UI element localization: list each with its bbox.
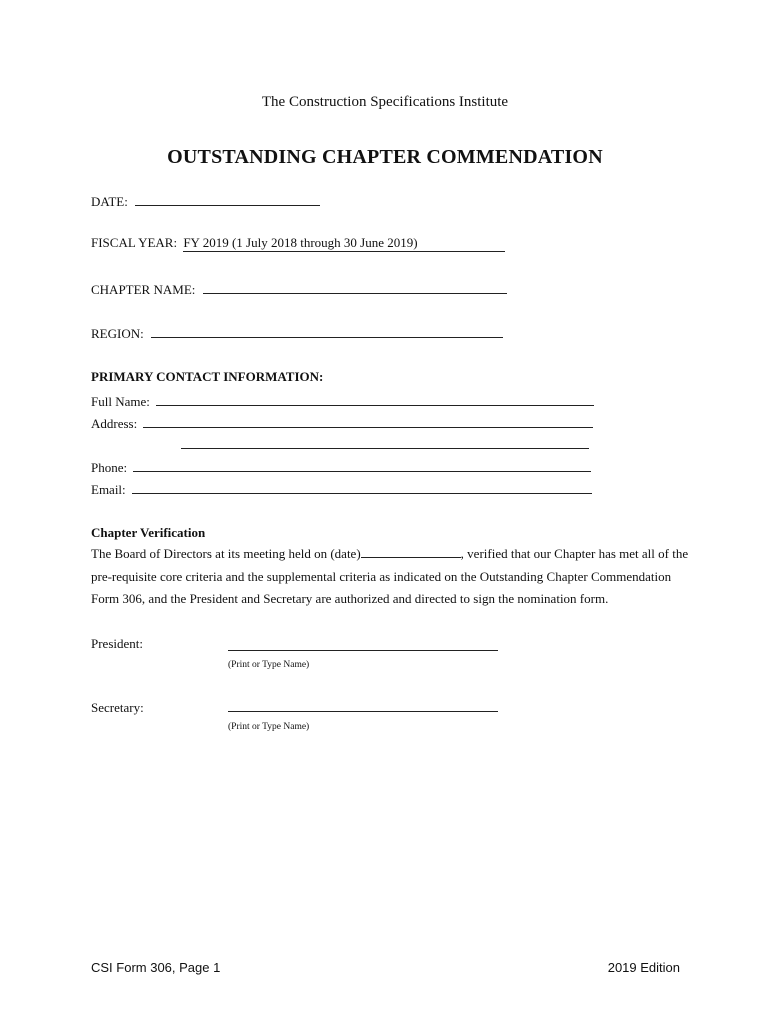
phone-field[interactable] bbox=[133, 458, 591, 472]
verification-line-2: pre-requisite core criteria and the supplemental criteria as indicated on the Outstanding Chapter Commendation bbox=[91, 568, 672, 584]
verification-heading: Chapter Verification bbox=[91, 525, 206, 540]
email-label: Email: bbox=[91, 482, 126, 497]
secretary-name-field[interactable] bbox=[228, 711, 498, 712]
email-field[interactable] bbox=[132, 480, 592, 494]
contact-heading: PRIMARY CONTACT INFORMATION: bbox=[91, 369, 324, 384]
secretary-label: Secretary: bbox=[91, 700, 144, 715]
president-print-hint: (Print or Type Name) bbox=[228, 660, 310, 670]
chapter-name-row bbox=[91, 280, 507, 298]
address-row bbox=[91, 414, 593, 432]
email-row bbox=[91, 480, 592, 498]
region-label: REGION: bbox=[91, 326, 144, 341]
chapter-name-label: CHAPTER NAME: bbox=[91, 282, 196, 297]
full-name-label: Full Name: bbox=[91, 394, 150, 409]
footer-edition: 2019 Edition bbox=[607, 960, 680, 975]
date-label: DATE: bbox=[91, 194, 128, 209]
fiscal-year-value: FY 2019 (1 July 2018 through 30 June 2019) bbox=[183, 235, 418, 250]
date-field[interactable] bbox=[135, 192, 320, 206]
date-row bbox=[91, 192, 320, 210]
secretary-print-hint: (Print or Type Name) bbox=[228, 722, 310, 732]
president-name-field[interactable] bbox=[228, 650, 498, 651]
phone-label: Phone: bbox=[91, 460, 128, 475]
verification-line-1 bbox=[91, 543, 691, 566]
meeting-date-field[interactable] bbox=[361, 544, 461, 558]
verification-line-3: Form 306, and the President and Secretary are authorized and directed to sign the nomination form. bbox=[91, 591, 609, 606]
verification-text-a: The Board of Directors at its meeting held on (date) bbox=[91, 546, 361, 561]
form-title: OUTSTANDING CHAPTER COMMENDATION bbox=[167, 146, 603, 168]
chapter-name-field[interactable] bbox=[203, 280, 507, 294]
president-label: President: bbox=[91, 636, 143, 651]
fiscal-year-label: FISCAL YEAR: bbox=[91, 235, 178, 250]
address-field-line2[interactable] bbox=[181, 448, 589, 449]
verification-paragraph bbox=[91, 543, 691, 611]
fiscal-year-field[interactable] bbox=[183, 235, 505, 252]
fiscal-year-row bbox=[91, 235, 505, 252]
address-label: Address: bbox=[91, 416, 138, 431]
footer-form-page: CSI Form 306, Page 1 bbox=[91, 960, 221, 975]
region-field[interactable] bbox=[151, 324, 503, 338]
full-name-row bbox=[91, 392, 594, 410]
full-name-field[interactable] bbox=[156, 392, 594, 406]
address-field-line1[interactable] bbox=[143, 414, 593, 428]
organization-name: The Construction Specifications Institute bbox=[261, 94, 509, 110]
region-row bbox=[91, 324, 503, 342]
verification-text-b: , verified that our Chapter has met all of the bbox=[460, 546, 689, 561]
phone-row bbox=[91, 458, 591, 476]
